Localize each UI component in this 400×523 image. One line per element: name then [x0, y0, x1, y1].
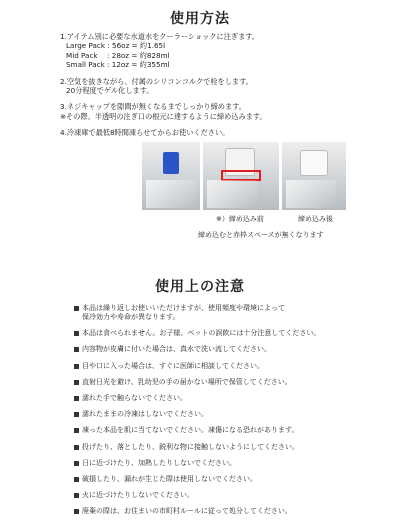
caution-text: 本品は食べられません。お子様、ペットの誤飲には十分注意してください。: [82, 329, 321, 338]
caution-item: [74, 362, 394, 371]
step-3-note: ※その際、半透明の注ぎ口の根元に達するように締め込みます。: [60, 111, 267, 121]
caution-text: 目や口に入った場合は、すぐに医師に相談してください。: [82, 361, 264, 370]
square-bullet-icon: [74, 306, 79, 311]
step-4: 4.冷凍庫で最低8時間凍らせてからお使いください。: [60, 128, 230, 138]
caution-text: 火に近づけたりしないでください。: [82, 491, 194, 500]
caution-text: 保冷効力や寿命が異なります。: [82, 313, 180, 321]
label-before: ※）締め込み前: [216, 215, 264, 223]
caution-item: [74, 345, 394, 354]
caution-text: 廃棄の際は、お住まいの市町村ルールに従って処分してください。: [82, 507, 292, 516]
caution-item: [74, 329, 394, 338]
square-bullet-icon: [74, 477, 79, 482]
square-bullet-icon: [74, 445, 79, 450]
cap-photos: [0, 142, 400, 262]
caution-item: [74, 426, 394, 435]
caution-item: [74, 459, 394, 468]
caution-item: [74, 378, 394, 387]
cautions-title: 使用上の注意: [155, 279, 245, 295]
cautions-list: [74, 304, 394, 523]
usage-steps: [60, 32, 380, 138]
caution-item: [74, 443, 394, 452]
square-bullet-icon: [74, 493, 79, 498]
photo-after-tightening: [282, 142, 346, 210]
photo-blue-cap: [142, 142, 200, 210]
caution-text: 本品は繰り返しお使いいただけますが、使用頻度や環境によって: [82, 304, 285, 312]
usage-title: 使用方法: [170, 11, 230, 27]
step-2-note: 20分程度でゲル化します。: [66, 86, 154, 96]
caution-text: 日に近づけたり、加熱したりしないでください。: [82, 458, 236, 467]
square-bullet-icon: [74, 331, 79, 336]
caution-item: [74, 394, 394, 403]
square-bullet-icon: [74, 380, 79, 385]
caution-text: 破損したり、漏れが生じた際は使用しないでください。: [82, 474, 257, 483]
white-cap-icon: [300, 150, 328, 176]
caution-item: [74, 475, 394, 484]
caution-text: 濡れた手で触らないでください。: [82, 393, 187, 402]
caution-item: [74, 491, 394, 500]
square-bullet-icon: [74, 428, 79, 433]
square-bullet-icon: [74, 412, 79, 417]
blue-cap-icon: [163, 152, 179, 174]
caution-text: 内容物が皮膚に付いた場合は、真水で洗い流してください。: [82, 345, 271, 354]
caution-text: 凍った本品を肌に当てないでください。凍傷になる恐れがあります。: [82, 426, 299, 435]
pack-large: Large Pack : 56oz = 約1.65l: [66, 41, 166, 51]
photo-note: 締め込むと赤枠スペースが無くなります: [198, 231, 324, 239]
caution-text: 直射日光を避け、乳幼児の手の届かない場所で保管してください。: [82, 377, 292, 386]
square-bullet-icon: [74, 396, 79, 401]
pack-mid: Mid Pack : 28oz = 約828ml: [66, 50, 170, 60]
label-after: 締め込み後: [298, 215, 333, 223]
square-bullet-icon: [74, 509, 79, 514]
step-3: 3.ネジキャップを隙間が無くなるまでしっかり締めます。: [60, 102, 246, 112]
step-2: 2.空気を抜きながら、付属のシリコンコルクで栓をします。: [60, 76, 253, 86]
square-bullet-icon: [74, 364, 79, 369]
square-bullet-icon: [74, 461, 79, 466]
caution-text: 投げたり、落としたり、鋭利な物に接触しないようにしてください。: [82, 442, 299, 451]
caution-text: 濡れたままの冷凍はしないでください。: [82, 410, 208, 419]
caution-item: [74, 304, 394, 322]
pack-small: Small Pack : 12oz = 約355ml: [66, 60, 170, 70]
step-1: 1.アイテム別に必要な水道水をクーラーショックに注ぎます。: [60, 32, 260, 41]
square-bullet-icon: [74, 347, 79, 352]
photo-before-tightening: [203, 142, 279, 210]
caution-item: [74, 410, 394, 419]
